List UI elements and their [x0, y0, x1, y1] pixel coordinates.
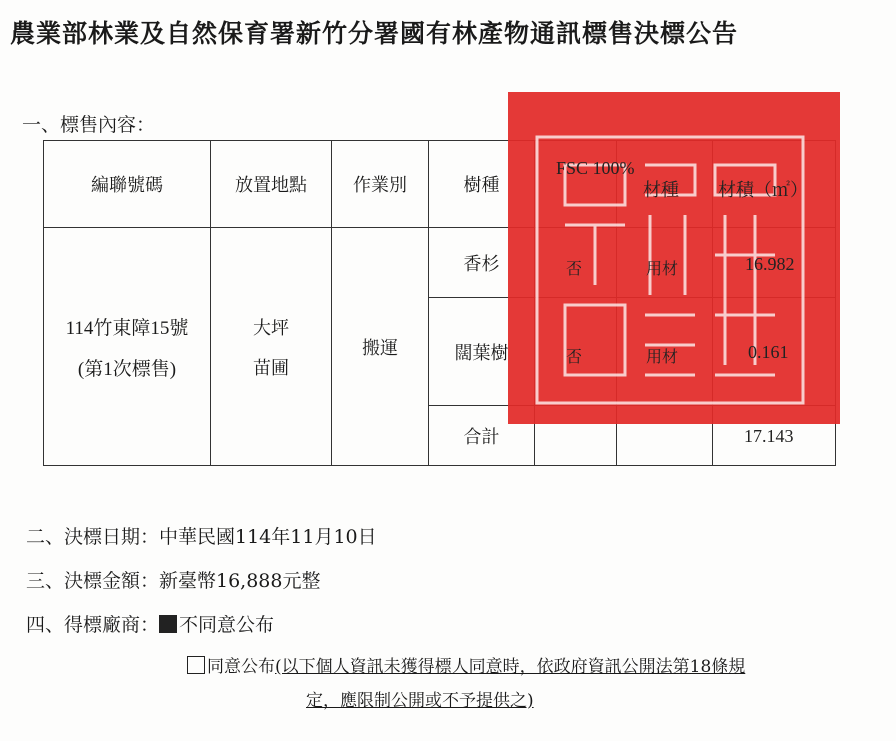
header-fsc: FSC 100%	[556, 158, 635, 178]
winning-bidder-label: 四、得標廠商：	[26, 614, 160, 636]
location-line-2: 苗圃	[253, 357, 289, 379]
lot-round: (第1次標售)	[77, 358, 177, 380]
agree-row	[187, 652, 745, 677]
checkbox-checked-icon	[159, 615, 177, 633]
lot-number-cell	[44, 228, 211, 466]
header-cell: 放置地點	[211, 141, 332, 228]
fsc-value: 否	[566, 347, 583, 366]
location-cell	[211, 228, 332, 466]
header-cell: 樹種	[429, 141, 535, 228]
privacy-note-line-1: (以下個人資訊未獲得標人同意時，依政府資訊公開法第18條規	[275, 657, 746, 677]
header-material: 材種	[643, 180, 679, 201]
total-label: 合計	[429, 406, 535, 466]
lot-number: 114竹東障15號	[65, 317, 189, 339]
header-cell: 編聯號碼	[44, 141, 211, 228]
volume-value: 16.982	[745, 254, 795, 274]
header-volume: 材積（㎡）	[718, 180, 808, 201]
material-value: 用材	[646, 347, 679, 366]
checkbox-empty-icon	[187, 656, 205, 674]
species-cell: 闊葉樹	[429, 298, 535, 406]
option-agree: 同意公布	[207, 657, 275, 677]
header-cell: 作業別	[332, 141, 429, 228]
privacy-note-line-2: 定，應限制公開或不予提供之)	[306, 691, 534, 711]
option-disagree: 不同意公布	[179, 614, 275, 636]
species-cell: 香杉	[429, 228, 535, 298]
section-1-heading: 一、標售內容：	[22, 114, 156, 136]
page-title: 農業部林業及自然保育署新竹分署國有林產物通訊標售決標公告	[10, 19, 739, 48]
operation-cell: 搬運	[332, 228, 429, 466]
total-volume: 17.143	[744, 426, 794, 446]
location-line-1: 大坪	[253, 317, 289, 339]
winning-bidder-row	[26, 610, 274, 637]
award-amount: 三、決標金額：新臺幣16,888元整	[26, 570, 321, 592]
volume-value: 0.161	[748, 342, 789, 362]
material-value: 用材	[646, 259, 679, 278]
fsc-value: 否	[566, 259, 583, 278]
award-date: 二、決標日期：中華民國114年11月10日	[26, 526, 377, 548]
